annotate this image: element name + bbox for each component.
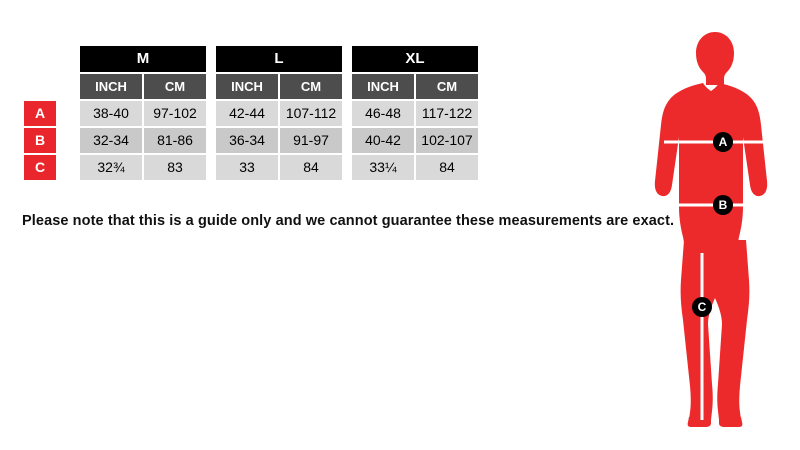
gap-2 xyxy=(344,46,350,72)
size-header-xl: XL xyxy=(352,46,478,72)
cell-a-xl-cm: 117-122 xyxy=(416,101,478,126)
cell-b-m-inch: 32-34 xyxy=(80,128,142,153)
size-chart-table xyxy=(22,44,480,182)
corner-spacer-2 xyxy=(24,74,78,99)
measure-badge-a: A xyxy=(713,132,733,152)
gap-7 xyxy=(208,128,214,153)
gap-5 xyxy=(208,101,214,126)
cell-c-m-inch: 32¾ xyxy=(80,155,142,180)
unit-header-l-inch: INCH xyxy=(216,74,278,99)
cell-b-m-cm: 81-86 xyxy=(144,128,206,153)
cell-a-m-inch: 38-40 xyxy=(80,101,142,126)
measure-badge-c: C xyxy=(692,297,712,317)
size-header-l: L xyxy=(216,46,342,72)
cell-a-l-cm: 107-112 xyxy=(280,101,342,126)
table-row xyxy=(24,128,478,153)
cell-b-xl-inch: 40-42 xyxy=(352,128,414,153)
cell-c-l-cm: 84 xyxy=(280,155,342,180)
table-row-size-headers xyxy=(24,46,478,72)
cell-c-xl-inch: 33¼ xyxy=(352,155,414,180)
cell-b-l-cm: 91-97 xyxy=(280,128,342,153)
cell-a-xl-inch: 46-48 xyxy=(352,101,414,126)
gap-9 xyxy=(208,155,214,180)
gap-6 xyxy=(344,101,350,126)
body-measurement-figure xyxy=(640,28,790,428)
size-header-m: M xyxy=(80,46,206,72)
gap-8 xyxy=(344,128,350,153)
row-label-b: B xyxy=(24,128,56,153)
table-row xyxy=(24,101,478,126)
row-label-cell-c xyxy=(24,155,78,180)
unit-header-xl-cm: CM xyxy=(416,74,478,99)
cell-a-m-cm: 97-102 xyxy=(144,101,206,126)
corner-spacer xyxy=(24,46,78,72)
unit-header-m-inch: INCH xyxy=(80,74,142,99)
cell-a-l-inch: 42-44 xyxy=(216,101,278,126)
row-label-cell-a xyxy=(24,101,78,126)
row-label-c: C xyxy=(24,155,56,180)
unit-header-l-cm: CM xyxy=(280,74,342,99)
cell-b-xl-cm: 102-107 xyxy=(416,128,478,153)
row-label-cell-b xyxy=(24,128,78,153)
cell-b-l-inch: 36-34 xyxy=(216,128,278,153)
gap-10 xyxy=(344,155,350,180)
table-row xyxy=(24,155,478,180)
gap-1 xyxy=(208,46,214,72)
unit-header-m-cm: CM xyxy=(144,74,206,99)
measure-badge-b: B xyxy=(713,195,733,215)
gap-3 xyxy=(208,74,214,99)
row-label-a: A xyxy=(24,101,56,126)
male-body-silhouette-icon xyxy=(640,28,790,428)
guide-disclaimer-note: Please note that this is a guide only and we cannot guarantee these measurements are exact. xyxy=(22,213,675,229)
unit-header-xl-inch: INCH xyxy=(352,74,414,99)
gap-4 xyxy=(344,74,350,99)
cell-c-xl-cm: 84 xyxy=(416,155,478,180)
cell-c-m-cm: 83 xyxy=(144,155,206,180)
table-row-unit-headers xyxy=(24,74,478,99)
cell-c-l-inch: 33 xyxy=(216,155,278,180)
